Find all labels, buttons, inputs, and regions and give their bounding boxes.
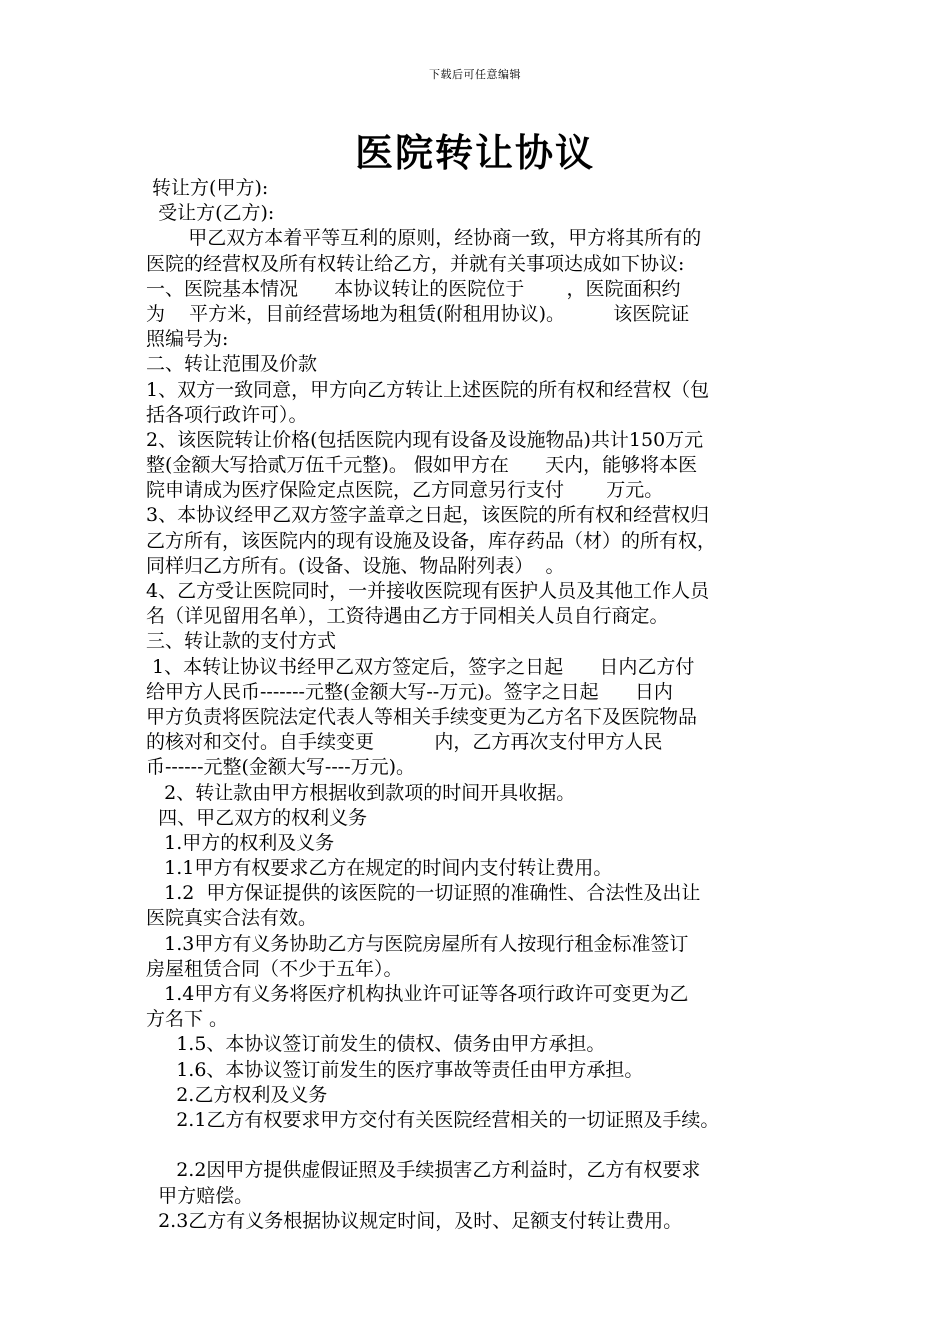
text-line: 转让方(甲方): — [146, 177, 269, 199]
text-line: 方名下 。 — [146, 1008, 229, 1031]
text-line: 甲乙双方本着平等互利的原则，经协商一致，甲方将其所有的 — [146, 227, 702, 250]
text-line: 1.5、本协议签订前发生的债权、债务由甲方承担。 — [146, 1033, 606, 1056]
section-heading: 三、转让款的支付方式 — [146, 630, 337, 653]
text-line: 名（详见留用名单），工资待遇由乙方于同相关人员自行商定。 — [146, 605, 669, 628]
text-line: 1.2 甲方保证提供的该医院的一切证照的准确性、合法性及出让 — [146, 882, 701, 905]
text-line: 甲方负责将医院法定代表人等相关手续变更为乙方名下及医院物品 — [146, 705, 698, 728]
text-line: 括各项行政许可）。 — [146, 403, 308, 426]
text-line: 院申请成为医疗保险定点医院，乙方同意另行支付 万元。 — [146, 479, 664, 502]
text-line: 为 平方米，目前经营场地为租赁(附租用协议)。 该医院证 — [146, 302, 690, 325]
text-line: 1.4甲方有义务将医疗机构执业许可证等各项行政许可变更为乙 — [146, 983, 689, 1005]
text-line: 4、乙方受让医院同时，一并接收医院现有医护人员及其他工作人员 — [146, 580, 710, 602]
text-line: 2.3乙方有义务根据协议规定时间，及时、足额支付转让费用。 — [146, 1209, 683, 1232]
text-line: 照编号为: — [146, 328, 229, 351]
text-line: 的核对和交付。自手续变更 内，乙方再次支付甲方人民 — [146, 731, 663, 754]
section-heading: 四、甲乙双方的权利义务 — [146, 806, 368, 829]
section-heading: 二、转让范围及价款 — [146, 353, 318, 376]
text-line: 一、医院基本情况 本协议转让的医院位于 ，医院面积约 — [146, 277, 681, 300]
text-line: 给甲方人民币-------元整(金额大写--万元)。签字之日起 日内 — [146, 680, 673, 703]
text-line: 1、双方一致同意，甲方向乙方转让上述医院的所有权和经营权（包 — [146, 378, 710, 401]
text-line: 受让方(乙方): — [146, 202, 275, 225]
text-line: 1.3甲方有义务协助乙方与医院房屋所有人按现行租金标准签订 — [146, 932, 689, 955]
text-line: 1.6、本协议签订前发生的医疗事故等责任由甲方承担。 — [146, 1058, 644, 1081]
text-line: 2.乙方权利及义务 — [146, 1083, 328, 1106]
text-line: 2.2因甲方提供虚假证照及手续损害乙方利益时，乙方有权要求 — [146, 1159, 701, 1182]
text-line: 整(金额大写拾贰万伍千元整)。 假如甲方在 天内，能够将本医 — [146, 454, 698, 477]
text-line: 甲方赔偿。 — [146, 1184, 254, 1207]
text-line: 1.1甲方有权要求乙方在规定的时间内支付转让费用。 — [146, 857, 613, 880]
text-line: 乙方所有，该医院内的现有设施及设备，库存药品（材）的所有权， — [146, 529, 717, 552]
text-line: 房屋租赁合同（不少于五年）。 — [146, 957, 403, 980]
agreement-body — [146, 176, 822, 1234]
header-note: 下载后可任意编辑 — [429, 68, 521, 81]
text-line: 同样归乙方所有。(设备、设施、物品附列表） 。 — [146, 554, 565, 577]
text-line: 3、本协议经甲乙双方签字盖章之日起，该医院的所有权和经营权归 — [146, 504, 710, 527]
text-line: 医院真实合法有效。 — [146, 907, 318, 930]
text-line: 2、转让款由甲方根据收到款项的时间开具收据。 — [146, 781, 576, 804]
text-line: 2、该医院转让价格(包括医院内现有设备及设施物品)共计150万元 — [146, 428, 704, 451]
text-line: 医院的经营权及所有权转让给乙方，并就有关事项达成如下协议: — [146, 252, 685, 275]
text-line: 1.甲方的权利及义务 — [146, 831, 335, 854]
blank-line — [146, 1133, 822, 1158]
document-title: 医院转让协议 — [354, 131, 595, 175]
text-line: 币------元整(金额大写----万元)。 — [146, 756, 416, 779]
text-line: 1、本转让协议书经甲乙双方签定后，签字之日起 日内乙方付 — [146, 655, 695, 678]
text-line: 2.1乙方有权要求甲方交付有关医院经营相关的一切证照及手续。 — [146, 1108, 720, 1131]
